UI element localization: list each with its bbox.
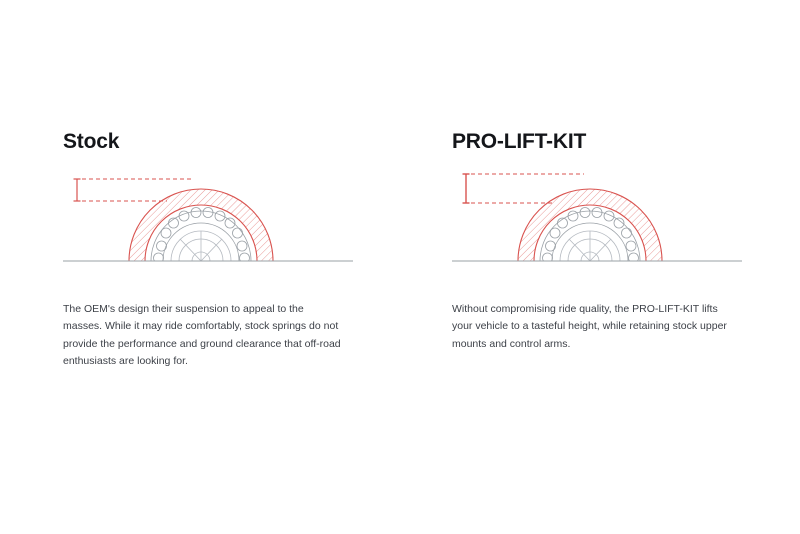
panel-pro-lift-kit [452, 130, 752, 364]
rim-spokes [171, 231, 231, 279]
panel-title-stock: Stock [63, 130, 120, 153]
panel-title-pro-lift-kit: PRO-LIFT-KIT [452, 130, 587, 153]
panel-stock [63, 130, 363, 381]
figure-pro-lift-kit [452, 169, 742, 279]
rim-spokes [560, 231, 620, 279]
panel-body-pro-lift-kit: Without compromising ride quality, the PRO-LIFT-KIT lifts your vehicle to a tasteful height, while retaining stock upper mounts and control arms. [452, 303, 727, 350]
gap-measure-arrow [74, 179, 81, 201]
gap-measure-arrow [463, 174, 470, 203]
panel-body-stock: The OEM's design their suspension to appeal to the masses. While it may ride comfortably, stock springs do not provide the performance and ground clearance that off-road enthusiasts are looking for. [63, 303, 341, 368]
figure-stock [63, 169, 353, 279]
stock-wheel-gap-diagram [63, 169, 353, 279]
lifted-wheel-gap-diagram [452, 169, 742, 279]
